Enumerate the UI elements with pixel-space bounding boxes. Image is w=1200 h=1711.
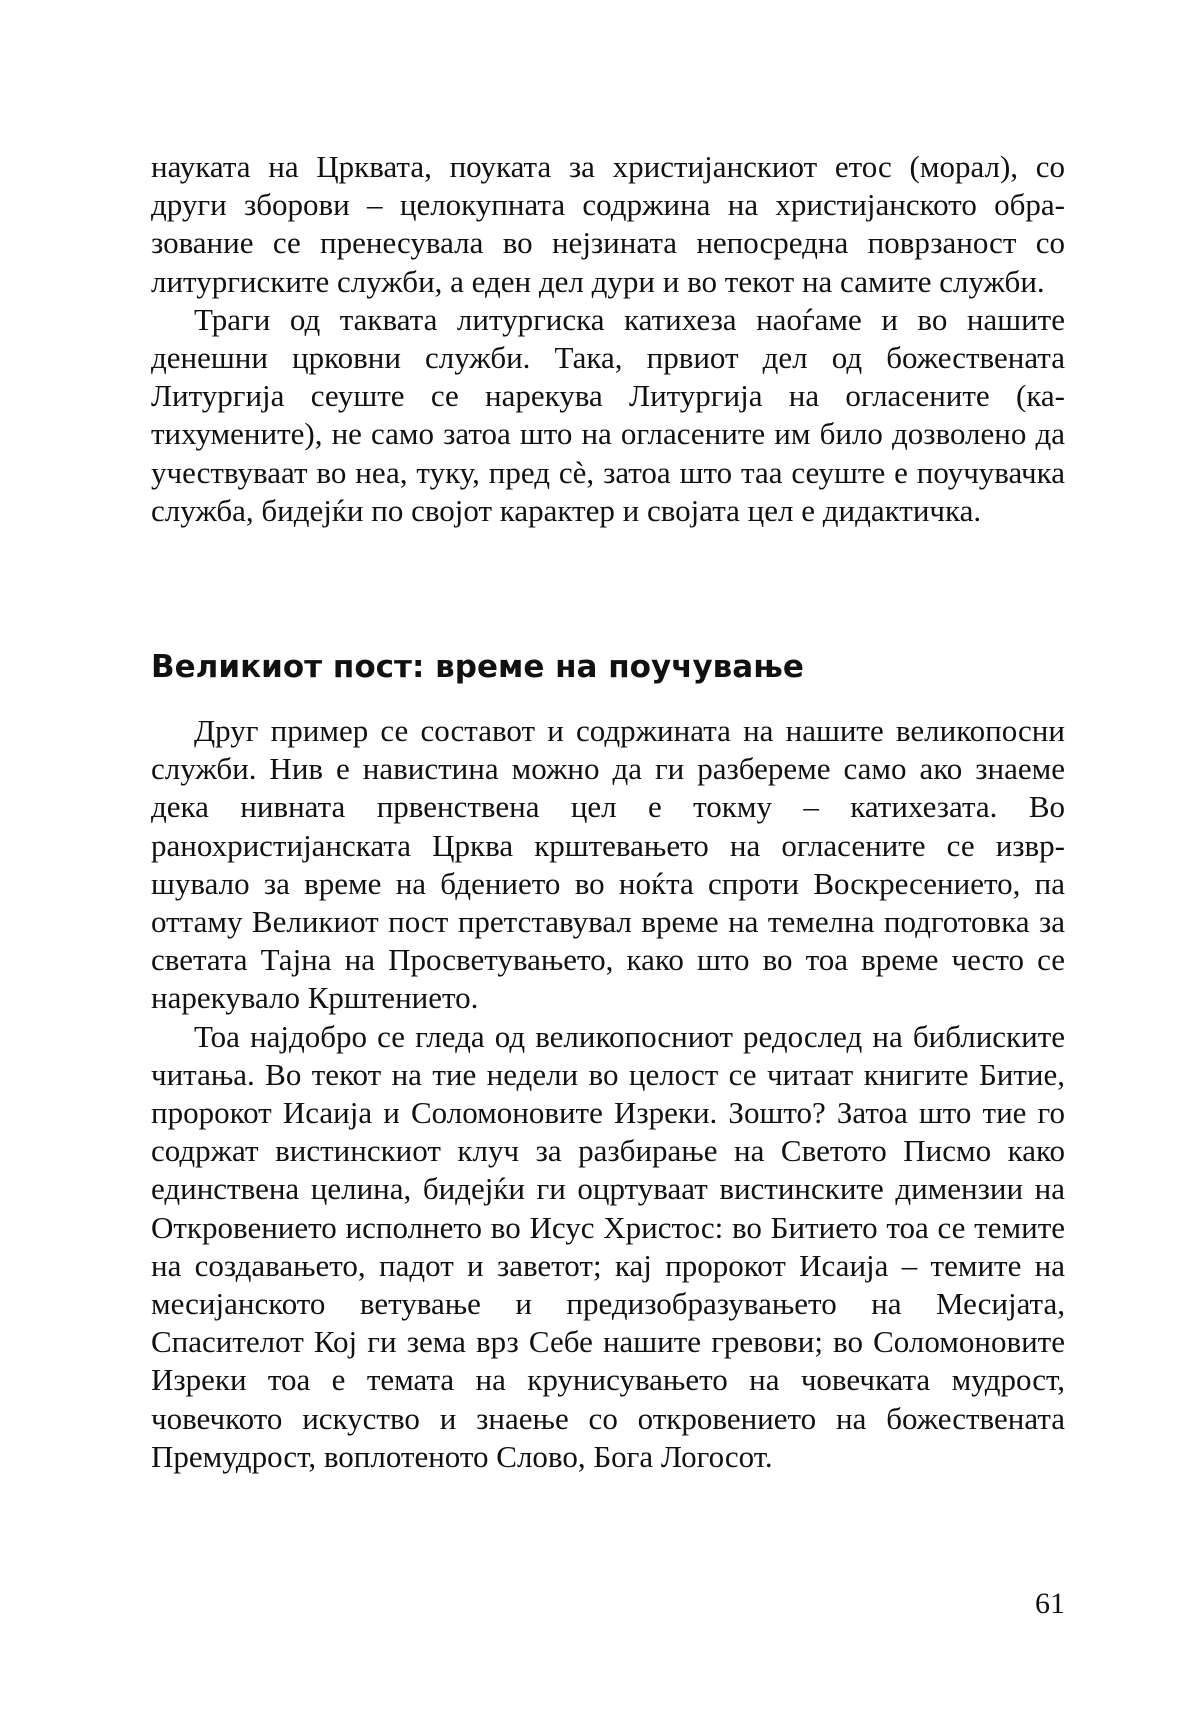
paragraph-lenten-services: Друг пример се составот и содржината на нашите великопосни служби. Нив е навистина можно да ги разбереме само ако знаеме дека нивната првенствена цел е токму – катихезата. Во ранохристијанската Црква крштевањето на огласените се извршувало за време на бдението во ноќта спроти Воскресението, па оттаму Великиот пост претставувал време на темелна подготовка за светата Тајна на Просветувањето, како што во тоа време често се нарекувало Крштението.	[151, 713, 1065, 1016]
page-number: 61	[1035, 1587, 1065, 1620]
body-text-lower	[151, 712, 1065, 1476]
paragraph-liturgical-catechesis: Траги од таквата литургиска катихеза наоѓаме и во нашите денешни црковни служби. Така, првиот дел од божествената Литургија сеуште се нарекува Литургија на огласените (катихумените), не само затоа што на огласените им било дозволено да учествуваат во неа, туку, пред сè, затоа што таа сеуште е поучувачка служба, бидејќи по својот карактер и својата цел е дидактичка.	[151, 301, 1065, 528]
section-heading: Великиот пост: време на поучување	[151, 649, 804, 685]
paragraph-biblical-readings: Тоа најдобро се гледа од великопосниот редослед на библиските читања. Во текот на тие недели во целост се читаат книгите Битие, пророкот Исаија и Соломоновите Изреки. Зошто? Затоа што тие го содржат вистинскиот клуч за разбирање на Светото Писмо како единствена целина, бидејќи ги оцртуваат вистинските димензии на Откровението исполнето во Исус Христос: во Битието тоа се темите на создавањето, падот и заветот; кај пророкот Исаија – темите на месијанското ветување и предизобразувањето на Месијата, Спасителот Кој ги зема врз Себе нашите гревови; во Соломоновите Изреки тоа е темата на крунисувањето на човечката мудрост, човечкото искуство и знаење со откровението на божествената Премудрост, воплотеното Слово, Бога Логосот.	[151, 1018, 1065, 1474]
body-text-upper	[151, 148, 1065, 530]
paragraph-continued: науката на Црквата, поуката за христијанскиот етос (морал), со други зборови – целокупната содржина на христијанското образование се пренесувала во нејзината непосредна поврзаност со литургиските служби, а еден дел дури и во текот на самите служби.	[151, 149, 1065, 299]
